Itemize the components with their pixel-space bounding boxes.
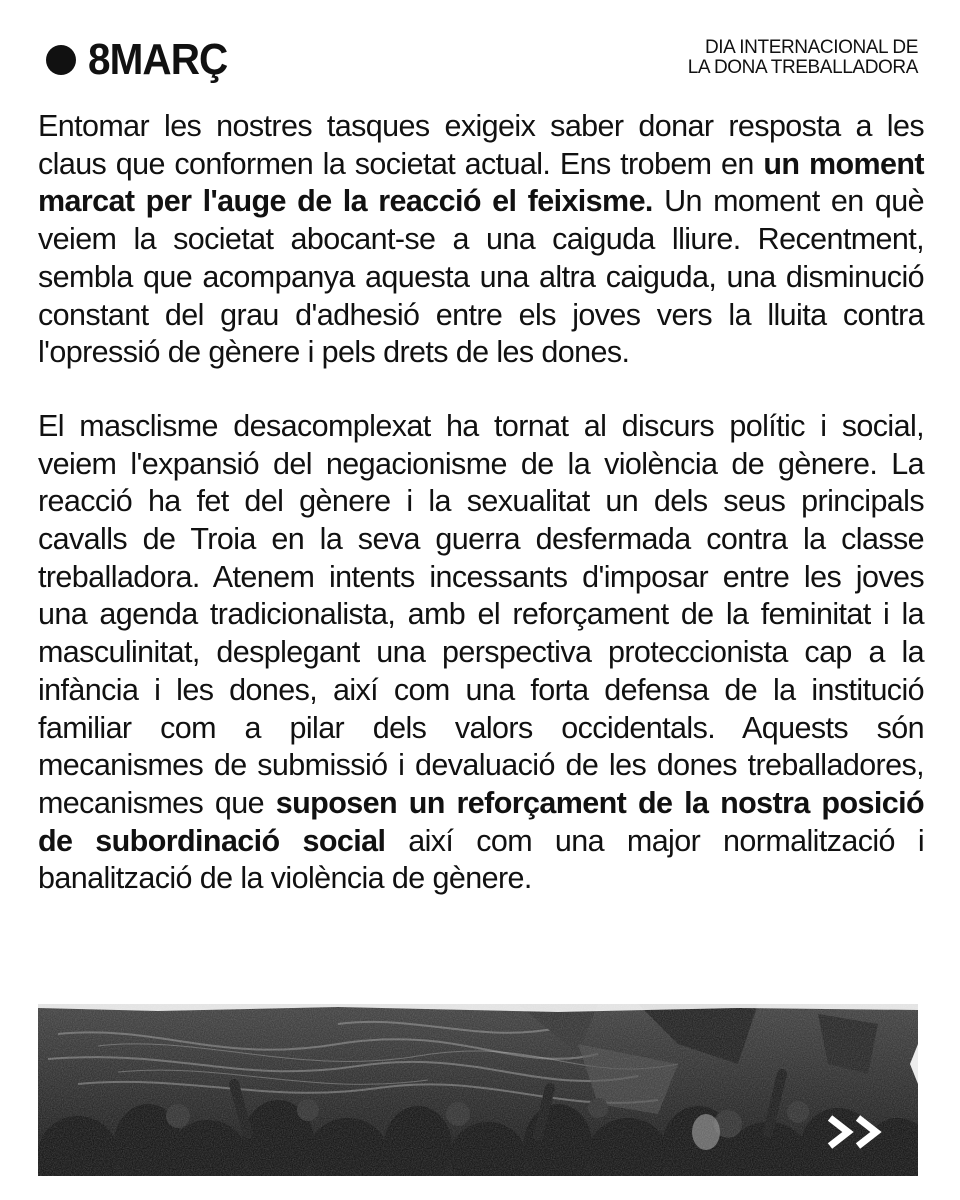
logo-dot xyxy=(46,45,76,75)
paragraph-1 xyxy=(38,108,924,372)
paragraph-1-text-b: Un moment en què veiem la societat abocant-se a una caiguda lliure. Recentment, sembla que acompanya aquesta una altra caiguda, una disminució constant del grau d'adhesió entre els joves vers la lluita contra l'opressió de gènere i pels drets de les dones. xyxy=(38,184,924,370)
protest-photo-illustration xyxy=(38,1004,918,1176)
header-subtitle xyxy=(688,38,918,78)
paragraph-2-text-a: El masclisme desacomplexat ha tornat al discurs polític i social, veiem l'expansió del negacionisme de la violència de gènere. La reacció ha fet del gènere i la sexualitat un dels seus principals cavalls de Troia en la seva guerra desfermada contra la classe treballadora. Atenem intents incessants d'imposar entre les joves una agenda tradicionalista, amb el reforçament de la feminitat i la masculinitat, desplegant una perspectiva proteccionista cap a la infància i les dones, així com una forta defensa de la institució familiar com a pilar dels valors occidentals. Aquests són mecanismes de submissió i devaluació de les dones treballadores, mecanismes que xyxy=(38,408,924,820)
subtitle-line-2: LA DONA TREBALLADORA xyxy=(687,57,918,78)
protest-photo-strip xyxy=(38,1004,918,1176)
paragraph-2 xyxy=(38,408,924,898)
header-logo xyxy=(46,35,239,84)
article-body xyxy=(38,108,924,898)
brand-title: 8MARÇ xyxy=(88,35,228,84)
paragraph-1-text-a: Entomar les nostres tasques exigeix saber donar resposta a les claus que conformen la societat actual. Ens trobem en xyxy=(38,109,924,181)
double-chevron-right-icon[interactable] xyxy=(826,1114,892,1150)
paragraph-2-text-b: així com una major normalització i banalització de la violència de gènere. xyxy=(38,823,924,896)
paragraph-2-highlight: suposen un reforçament de la nostra posició de subordinació social xyxy=(38,785,924,858)
paragraph-1-highlight: un moment marcat per l'auge de la reacció el feixisme. xyxy=(38,146,924,219)
subtitle-line-1: DIA INTERNACIONAL DE xyxy=(704,37,918,58)
